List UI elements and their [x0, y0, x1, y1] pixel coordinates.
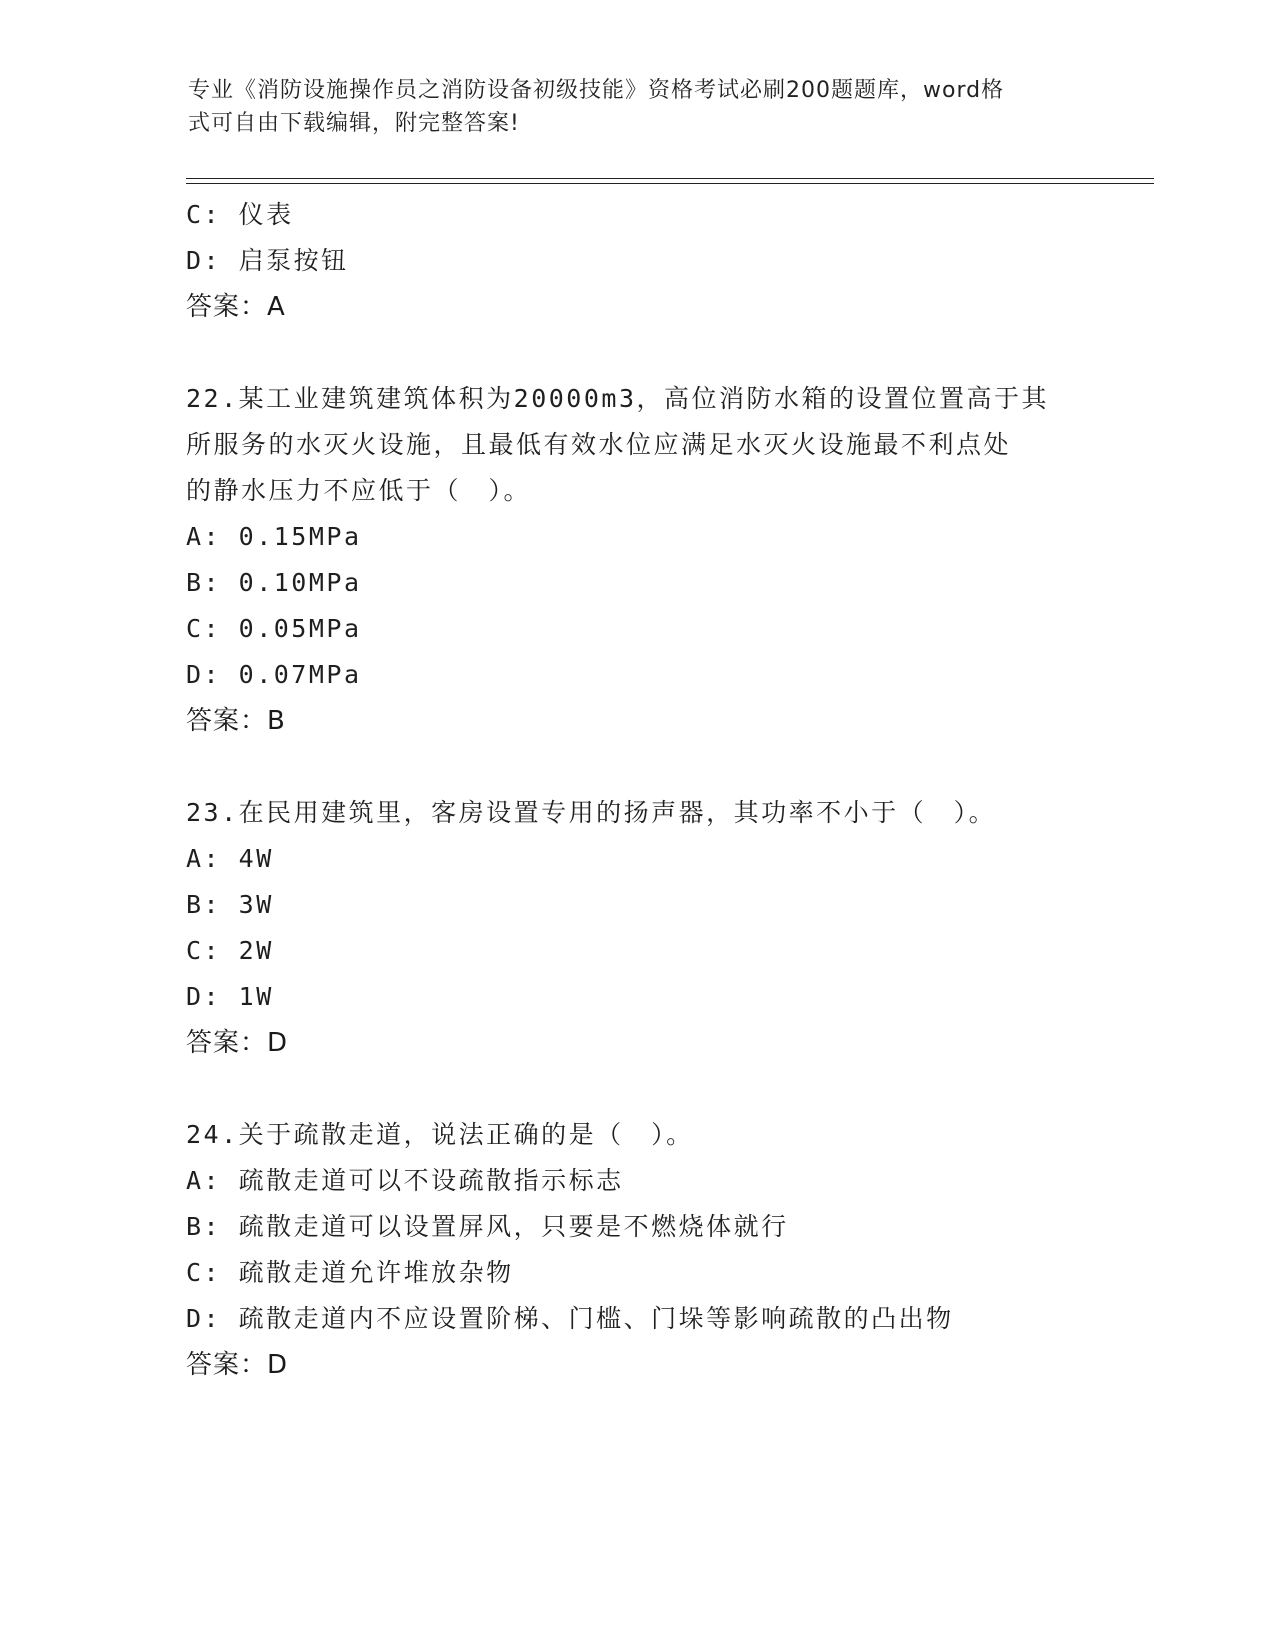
- question-stem-line: 的静水压力不应低于（ ）。: [186, 476, 532, 505]
- spacer: [186, 1066, 1086, 1112]
- option-b: B: 3W: [186, 890, 274, 919]
- option-a: A: 4W: [186, 844, 274, 873]
- question-21-tail: [186, 192, 1086, 330]
- header-line-1: 专业《消防设施操作员之消防设备初级技能》资格考试必刷200题题库，word格: [188, 78, 1005, 103]
- question-stem-line: 所服务的水灭火设施，且最低有效水位应满足水灭火设施最不利点处: [186, 430, 1012, 459]
- question-list: [186, 192, 1086, 1388]
- spacer: [186, 744, 1086, 790]
- question-22: [186, 376, 1086, 744]
- option-d: D: 1W: [186, 982, 274, 1011]
- document-header: [188, 74, 1088, 140]
- answer-line: 答案：A: [186, 292, 286, 322]
- answer-line: 答案：D: [186, 1350, 289, 1380]
- header-divider-bottom: [186, 183, 1154, 184]
- option-c: C: 2W: [186, 936, 274, 965]
- question-stem-line: 24.关于疏散走道，说法正确的是（ ）。: [186, 1120, 694, 1149]
- option-c: C: 疏散走道允许堆放杂物: [186, 1258, 514, 1287]
- option-b: B: 0.10MPa: [186, 568, 362, 597]
- option-a: A: 0.15MPa: [186, 522, 362, 551]
- header-divider-top: [186, 178, 1154, 179]
- option-d: D: 疏散走道内不应设置阶梯、门槛、门垛等影响疏散的凸出物: [186, 1304, 954, 1333]
- answer-line: 答案：B: [186, 706, 286, 736]
- question-23: [186, 790, 1086, 1066]
- option-b: B: 疏散走道可以设置屏风，只要是不燃烧体就行: [186, 1212, 789, 1241]
- option-c: C: 0.05MPa: [186, 614, 362, 643]
- option-c: C: 仪表: [186, 200, 294, 229]
- option-d: D: 启泵按钮: [186, 246, 349, 275]
- option-d: D: 0.07MPa: [186, 660, 362, 689]
- question-stem-line: 22.某工业建筑建筑体积为20000m3，高位消防水箱的设置位置高于其: [186, 384, 1050, 413]
- question-24: [186, 1112, 1086, 1388]
- question-stem-line: 23.在民用建筑里，客房设置专用的扬声器，其功率不小于（ ）。: [186, 798, 997, 827]
- answer-line: 答案：D: [186, 1028, 289, 1058]
- header-line-2: 式可自由下载编辑，附完整答案!: [188, 111, 520, 136]
- option-a: A: 疏散走道可以不设疏散指示标志: [186, 1166, 624, 1195]
- spacer: [186, 330, 1086, 376]
